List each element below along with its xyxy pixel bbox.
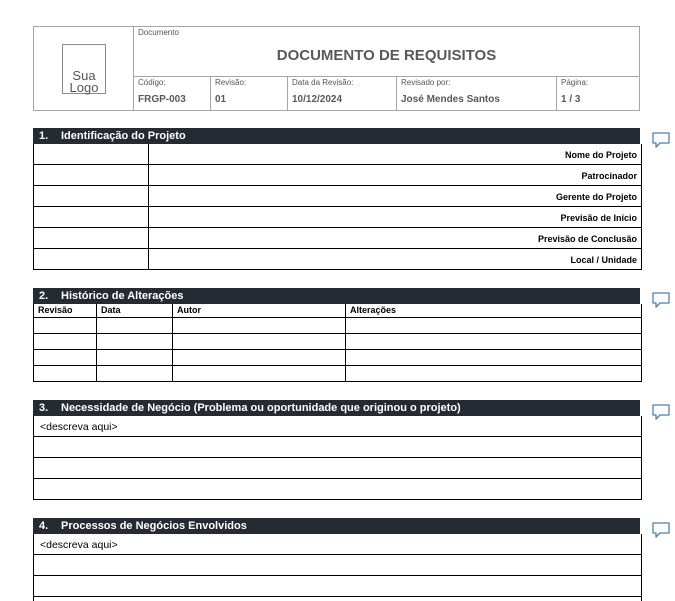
codigo-label: Código:: [138, 78, 166, 87]
section-2-title: Histórico de Alterações: [61, 290, 184, 302]
comment-icon[interactable]: [651, 521, 671, 539]
section-4-placeholder: <descreva aqui>: [40, 539, 118, 551]
logo: [62, 70, 106, 94]
row-line: [34, 575, 641, 576]
comment-icon[interactable]: [651, 403, 671, 421]
logo-cell: [34, 27, 134, 110]
logo-line-1: Sua: [72, 68, 96, 83]
section-2-header: [33, 288, 640, 304]
col-divider: [96, 304, 97, 382]
meta-sep: [556, 76, 557, 110]
document-header: [33, 26, 640, 111]
data-revisao-value: 10/12/2024: [292, 94, 343, 105]
col-header-autor: Autor: [177, 305, 201, 315]
row-line: [34, 269, 641, 270]
row-line: [34, 317, 641, 318]
meta-sep: [210, 76, 211, 110]
section-1-table: [33, 144, 642, 270]
col-divider: [345, 304, 346, 382]
section-1-number: 1.: [39, 130, 49, 142]
col-header-revisao: Revisão: [38, 305, 73, 315]
revisao-value: 01: [215, 94, 227, 105]
col-header-data: Data: [101, 305, 121, 315]
field-label: Local / Unidade: [570, 255, 637, 265]
field-input[interactable]: [149, 207, 639, 227]
comment-icon[interactable]: [651, 131, 671, 149]
section-3-table[interactable]: [33, 416, 642, 500]
field-label: Nome do Projeto: [564, 150, 637, 160]
row-line: [34, 381, 641, 382]
section-3-placeholder: <descreva aqui>: [40, 421, 118, 433]
codigo-value: FRGP-003: [138, 94, 186, 105]
revisao-label: Revisão:: [215, 78, 247, 87]
section-3-title: Necessidade de Negócio (Problema ou oportunidade que originou o projeto): [61, 402, 461, 414]
row-line: [34, 436, 641, 437]
row-line: [34, 349, 641, 350]
revisado-por-value: José Mendes Santos: [401, 94, 500, 105]
field-input[interactable]: [149, 249, 639, 269]
row-line: [34, 554, 641, 555]
data-revisao-label: Data da Revisão:: [292, 78, 354, 87]
section-3-header: [33, 400, 640, 416]
document-title: DOCUMENTO DE REQUISITOS: [276, 47, 497, 64]
meta-sep: [396, 76, 397, 110]
field-input[interactable]: [149, 144, 639, 164]
row-line: [34, 457, 641, 458]
revisado-por-label: Revisado por:: [401, 78, 451, 87]
field-label: Previsão de Início: [560, 213, 637, 223]
col-header-alteracoes: Alterações: [350, 305, 397, 315]
col-divider: [172, 304, 173, 382]
section-4-title: Processos de Negócios Envolvidos: [61, 520, 247, 532]
section-2-number: 2.: [39, 290, 49, 302]
meta-sep: [287, 76, 288, 110]
field-label: Patrocinador: [581, 171, 637, 181]
row-line: [34, 333, 641, 334]
field-label: Previsão de Conclusão: [537, 234, 637, 244]
logo-line-2: Logo: [69, 80, 99, 95]
field-label: Gerente do Projeto: [555, 192, 637, 202]
row-line: [34, 478, 641, 479]
row-line: [34, 499, 641, 500]
row-line: [34, 596, 641, 597]
section-2-table: [33, 304, 642, 382]
section-4-number: 4.: [39, 520, 49, 532]
documento-label: Documento: [138, 28, 179, 37]
section-1-title: Identificação do Projeto: [61, 130, 186, 142]
pagina-label: Página:: [561, 78, 589, 87]
section-3-number: 3.: [39, 402, 49, 414]
section-1-header: [33, 128, 640, 144]
field-input[interactable]: [149, 165, 639, 185]
row-line: [34, 365, 641, 366]
section-4-header: [33, 518, 640, 534]
pagina-value: 1 / 3: [561, 94, 581, 105]
field-input[interactable]: [149, 228, 639, 248]
section-4-table[interactable]: [33, 534, 642, 601]
comment-icon[interactable]: [651, 291, 671, 309]
field-input[interactable]: [149, 186, 639, 206]
